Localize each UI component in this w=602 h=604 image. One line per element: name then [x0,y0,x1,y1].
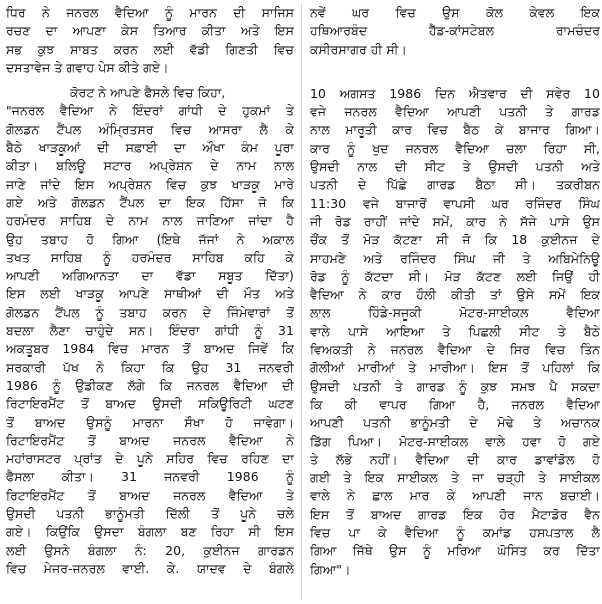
text-line: ਆਪਣੀ ਅਗਿਆਨਤਾ ਦਾ ਵੱਡਾ ਸਬੂਤ ਦਿੱਤਾ) [6,268,294,284]
text-line: ਦਸਤਾਵੇਜ ਤੇ ਗਵਾਹ ਪੇਸ ਕੀਤੇ ਗਏ। [6,59,169,75]
text-line: ਵਿਅਕਤੀ ਨੇ ਜਨਰਲ ਵੈਦਿਆ ਦੇ ਸਿਰ ਵਿਚ ਤਿੰਨ [310,342,600,358]
text-line: 10 ਅਗਸਤ 1986 ਦਿਨ ਐਤਵਾਰ ਦੀ ਸਵੇਰ 10 [310,85,600,101]
text-line: ਫੈਸਲਾ ਕੀਤਾ। 31 ਜਨਵਰੀ 1986 ਨੂੰ [6,469,294,485]
left-paragraph-1 [6,4,294,77]
text-line: ਲਈ ਉਸਨੇ ਬੰਗਲਾ ਨੰ: 20, ਕੁਈਨਜ ਗਾਰਡਨ [6,542,294,558]
text-line: ਤਖਤ ਸਾਹਿਬ ਨੂੰ ਹਰਮੰਦਰ ਸਾਹਿਬ ਕਹਿ ਕੇ [6,249,294,265]
text-line: ਉਸਦੀ ਨਾਲ ਦੀ ਸੀਟ ਤੇ ਉਸਦੀ ਪਤਨੀ ਅਤੇ [310,159,600,175]
left-paragraph-2 [6,84,294,578]
text-line: ਗੋਲੀਆਂ ਮਾਰੀਆਂ ਤੇ ਮਾਰੀਆ। ਇਸ ਤੋਂ ਪਹਿਲਾਂ ਕਿ [310,360,600,376]
text-line: ਆਪਣੀ ਪਤਨੀ ਭਾਨੂੰਮਤੀ ਦੇ ਮੋਢੇ ਤੇ ਅਚਾਨਕ [310,415,600,431]
text-line: ਡਿੱਗ ਪਿਆ। ਮੋਟਰ-ਸਾਈਕਲ ਵਾਲੇ ਹਵਾ ਹੋ ਗਏ [310,433,600,449]
text-line: ਰਿਟਾਇਰਮੈਂਟ ਤੋਂ ਬਾਅਦ ਜਨਰਲ ਵੈਦਿਆ ਤੇ [6,487,294,503]
text-line: ਕਸੀਰਸਾਗਰ ਹੀ ਸੀ। [310,41,407,57]
text-line: ਵਾਲੇ ਪਾਸੇ ਆਇਆ ਤੇ ਪਿਛਲੀ ਸੀਟ ਤੇ ਬੈਠੇ [310,323,600,339]
text-line: ਲਾਲ ਹਿੰਡੇ-ਸਜੂਕੀ ਮੋਟਰ-ਸਾਈਕਲ ਵੈਦਿਆ [310,305,600,321]
text-line: ਅਕਤੂਬਰ 1984 ਵਿਚ ਮਾਰਨ ਤੋਂ ਬਾਅਦ ਜਿਵੇਂ ਕਿ [6,341,294,357]
right-column [310,4,600,579]
text-line: ਬੈਠੇ ਖਾੜਕੂਆਂ ਦੀ ਸਫ਼ਾਈ ਦਾ ਔਖਾ ਕੰਮ ਪੂਰਾ [6,140,294,156]
text-line: ਕਿ ਕੀ ਵਾਪਰ ਗਿਆ ਹੈ, ਜਨਰਲ ਵੈਦਿਆ [310,396,600,412]
text-line: ਵੈਦਿਆ ਨੇ ਕਾਰ ਹੌਲੀ ਕੀਤੀ ਤਾਂ ਉਸੇ ਸਮੇਂ ਇਕ [310,287,600,303]
text-line: ਗਈ ਤੇ ਇਕ ਸਾਈਕਲ ਤੇ ਜਾ ਚੜ੍ਹੀ ਤੇ ਸਾਈਕਲ [310,470,600,486]
text-line: ਹਥਿਆਰਬੰਦ ਹੈੱਡ-ਕਾਂਸਟੇਬਲ ਰਾਮਚੰਦਰ [310,23,600,39]
text-line: ਉਸਦੀ ਪਤਨੀ ਭਾਨੂੰਮਤੀ ਦਿੱਲੀ ਤੋਂ ਪੂਨੇ ਚਲੇ [6,506,294,522]
text-line: ਚੌਂਕ ਤੋਂ ਮੋੜ ਕੱਟਣਾ ਸੀ ਜੋ ਕਿ 18 ਕੁਈਨਜ ਦੇ [310,232,600,248]
text-line: 1986 ਨੂੰ ਉਡੀਕਣ ਲੱਗੇ ਕਿ ਜਨਰਲ ਵੈਦਿਆ ਦੀ [6,377,294,393]
text-line: ਰਿਟਾਇਰਮੈਂਟ ਤੋਂ ਬਾਅਦ ਉਸਦੀ ਸਕਿਊਰਿਟੀ ਘਟਣ [6,396,294,412]
text-line: ਨਵੇਂ ਘਰ ਵਿਚ ਉਸ ਕੋਲ ਕੇਵਲ ਇਕ [310,5,600,20]
text-line: ਰੋਡ ਨੂੰ ਕੱਟਦਾ ਸੀ। ਮੋੜ ਕੱਟਣ ਲਈ ਜਿਉਂ ਹੀ [310,268,600,284]
text-line: ਜੀ ਰੋਡ ਰਾਹੀਂ ਜਾਂਦੇ ਸਮੇਂ, ਕਾਰ ਨੇ ਸੱਜੇ ਪਾਸੇ ਉਸ [310,213,600,229]
text-line: ਧਿਰ ਨੇ ਜਨਰਲ ਵੈਦਿਆ ਨੂੰ ਮਾਰਨ ਦੀ ਸਾਜਿਸ [6,5,294,20]
text-line: ਉਹ ਤਬਾਹ ਹੋ ਗਿਆ (ਇਥੇ ਜੱਜਾਂ ਨੇ ਅਕਾਲ [6,231,294,247]
text-line: ਨਾਲ ਮਾਰੂਤੀ ਕਾਰ ਵਿਚ ਬੈਠ ਕੇ ਬਾਜਾਰ ਗਿਆ। [310,122,600,138]
right-paragraph-1 [310,4,600,59]
column-divider [301,4,302,600]
text-line: ਗੋਲਡਨ ਟੈਂਪਲ ਨੂੰ ਤਬਾਹ ਕਰਨ ਦੇ ਜਿੰਮੇਵਾਰਾਂ ਤੋਂ [6,304,294,320]
text-line: ਗਿਆ"। [310,561,351,577]
text-line: ਗੋਲਡਨ ਟੈਂਪਲ ਅੰਮ੍ਰਿਤਸਰ ਵਿਚ ਆਸਰਾ ਲੈ ਕੇ [6,121,294,137]
text-line: ਬਦਲਾ ਲੈਣਾ ਚਾਹੁੰਦੇ ਸਨ। ਇੰਦਰਾ ਗਾਂਧੀ ਨੂੰ 31 [6,323,294,339]
text-line: ਵਿਚ ਮੇਜਰ-ਜਨਰਲ ਵਾਈ. ਕੇ. ਯਾਦਵ ਦੇ ਬੰਗਲੇ [6,560,294,576]
text-line: ਗਿਆ ਜਿੱਥੇ ਉਸ ਨੂੰ ਮਰਿਆ ਘੋਸਿਤ ਕਰ ਦਿੱਤਾ [310,543,600,559]
text-line: ਗਏ। ਕਿਉਂਕਿ ਉਸਦਾ ਬੰਗਲਾ ਬਣ ਰਿਹਾ ਸੀ ਇਸ [6,524,294,540]
text-line: ਕੋਰਟ ਨੇ ਆਪਣੇ ਫੈਸਲੇ ਵਿਚ ਕਿਹਾ, [70,85,226,101]
text-line: ਸਭ ਕੁਝ ਸਾਬਤ ਕਰਨ ਲਈ ਵੱਡੀ ਗਿਣਤੀ ਵਿਚ [6,41,294,57]
text-line: ਇਸ ਲਈ ਖਾੜਕੂ ਆਪਣੇ ਸਾਥੀਆਂ ਦੀ ਮੌਤ ਅਤੇ [6,286,294,302]
text-line: ਪਤਨੀ ਦੇ ਪਿੱਛੇ ਗਾਰਡ ਬੈਠਾ ਸੀ। ਤਕਰੀਬਨ [310,177,600,193]
text-line: ਇਸ ਤੋਂ ਬਾਅਦ ਗਾਰਡ ਇਕ ਹੋਰ ਮੈਟਾਡੋਰ ਵੈਨ [310,506,600,522]
text-line: ਹਰਮੰਦਰ ਸਾਹਿਬ ਦੇ ਨਾਮ ਨਾਲ ਜਾਣਿਆ ਜਾਂਦਾ ਹੈ [6,213,294,229]
text-line: ਉਸਦੀ ਪਤਨੀ ਤੇ ਗਾਰਡ ਨੂੰ ਕੁਝ ਸਮਝ ਪੈ ਸਕਦਾ [310,378,600,394]
left-column [6,4,294,578]
text-line: 11:30 ਵਜੇ ਬਾਜਾਰੋਂ ਵਾਪਸੀ ਘਰ ਰਜਿੰਦਰ ਸਿੰਘ [310,195,600,211]
text-line: ਸਰਕਾਰੀ ਪੱਖ ਨੇ ਕਿਹਾ ਕਿ ਉਹ 31 ਜਨਵਰੀ [6,359,294,375]
text-line: ਵਿਚ ਪਾ ਕੇ ਵੈਦਿਆ ਨੂੰ ਕਮਾਂਡ ਹਸਪਤਾਲ ਲੈ [310,525,600,541]
right-paragraph-2 [310,85,600,579]
text-line: ਵਜੇ ਜਨਰਲ ਵੈਦਿਆ ਆਪਣੀ ਪਤਨੀ ਤੇ ਗਾਰਡ [310,104,600,120]
text-line: ਰਿਟਾਇਰਮੈਂਟ ਤੋਂ ਬਾਅਦ ਜਨਰਲ ਵੈਦਿਆ ਨੇ [6,432,294,448]
text-line: ਕੀਤਾ। ਬਲਿਊ ਸਟਾਰ ਅਪ੍ਰੇਸ਼ਨ ਦੇ ਨਾਮ ਨਾਲ [6,158,294,174]
text-line: ਗਏ ਅਤੇ ਗੋਲਡਨ ਟੈਂਪਲ ਦਾ ਇਕ ਹਿੱਸਾ ਜੋ ਕਿ [6,194,294,210]
text-line: ਰਚਣ ਦਾ ਆਪਣਾ ਕੇਸ ਤਿਆਰ ਕੀਤਾ ਅਤੇ ਇਸ [6,23,294,39]
text-line: ਵਾਲੇ ਨੇ ਛਾਲ ਮਾਰ ਕੇ ਆਪਣੀ ਜਾਨ ਬਚਾਈ। [310,488,600,504]
text-line: "ਜਨਰਲ ਵੈਦਿਆ ਨੇ ਇੰਦਰਾਂ ਗਾਂਧੀ ਦੇ ਹੁਕਮਾਂ ਤੇ [6,103,294,119]
text-line: ਮਹਾਂਰਾਸਟਰ ਪ੍ਰਾਂਤ ਦੇ ਪੂਨੇ ਸਹਿਰ ਵਿਚ ਰਹਿਣ ਦਾ [6,451,294,467]
text-line: ਤੇ ਲੱਭੇ ਨਹੀਂ। ਵੈਦਿਆ ਦੀ ਕਾਰ ਡਾਵਾਂਡੋਲ ਹੋ [310,451,600,467]
text-line: ਕਾਰ ਨੂੰ ਖੁਦ ਜਨਰਲ ਵੈਦਿਆ ਚਲਾ ਰਿਹਾ ਸੀ, [310,140,600,156]
text-line: ਜਾਣੇ ਜਾਂਦੇ ਇਸ ਅਪ੍ਰੇਸ਼ਨ ਵਿਚ ਕੁਝ ਖਾੜਕੂ ਮਾਰੇ [6,176,294,192]
text-line: ਸਾਹਮਣੇ ਅਤੇ ਰਜਿੰਦਰ ਸਿੰਘ ਜੀ ਤੇ ਅਬਿਮੇਨਿਊ [310,250,600,266]
text-line: ਤੋਂ ਬਾਅਦ ਉਸਨੂੰ ਮਾਰਨਾ ਸੌਖਾ ਹੋ ਜਾਵੇਗਾ। [6,414,294,430]
